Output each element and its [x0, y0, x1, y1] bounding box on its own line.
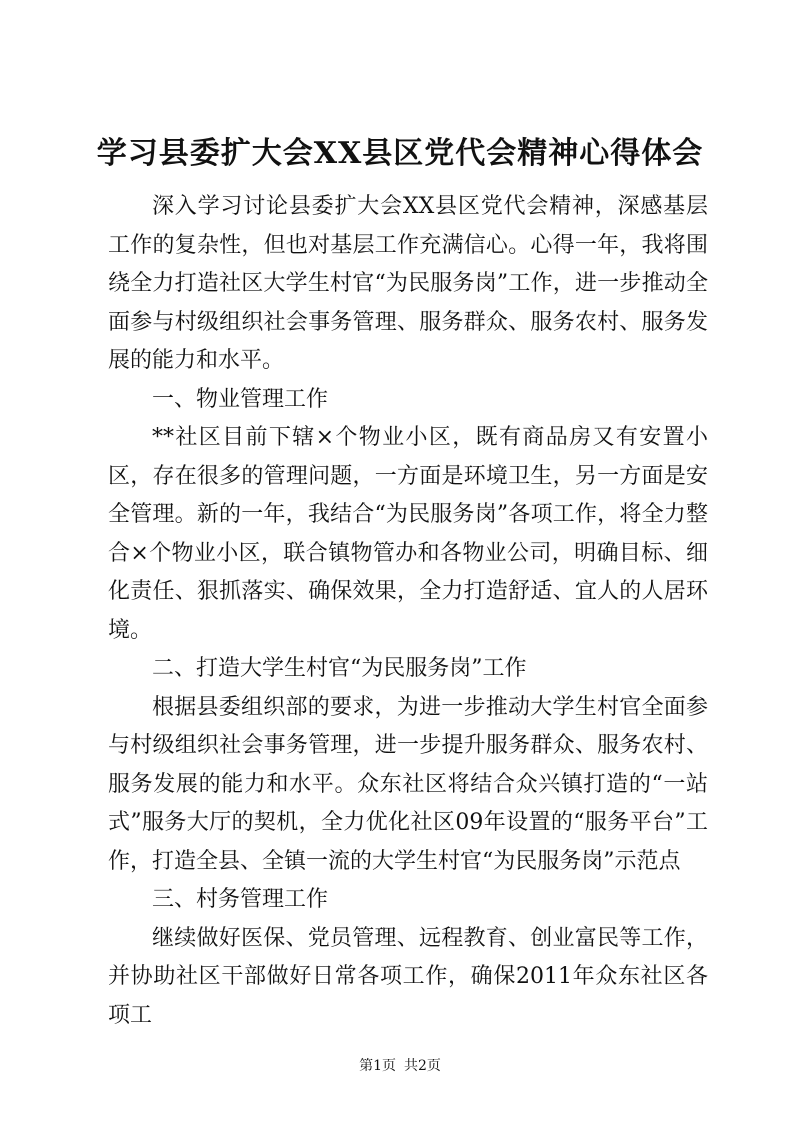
- paragraph-section-3: 继续做好医保、党员管理、远程教育、创业富民等工作，并协助社区干部做好日常各项工作，确保2011年众东社区各项工: [108, 925, 708, 1028]
- page-number: 第1页: [359, 1058, 396, 1074]
- page-title: 学习县委扩大会XX县区党代会精神心得体会: [96, 136, 704, 171]
- paragraph-section-2: 根据县委组织部的要求，为进一步推动大学生村官全面参与村级组织社会事务管理，进一步提升服务群众、服务农村、服务发展的能力和水平。众东社区将结合众兴镇打造的“一站式”服务大厅的契机，全力优化社区09年设置的“服务平台”工作，打造全县、全镇一流的大学生村官“为民服务岗”示范点: [108, 694, 708, 874]
- page-total: 共2页: [404, 1058, 441, 1074]
- section-heading-1: 一、物业管理工作: [152, 386, 329, 412]
- section-heading-2: 二、打造大学生村官“为民服务岗”工作: [152, 656, 527, 681]
- paragraph-section-1: **社区目前下辖×个物业小区，既有商品房又有安置小区，存在很多的管理问题，一方面是环境卫生，另一方面是安全管理。新的一年，我结合“为民服务岗”各项工作，将全力整合×个物业小区，联合镇物管办和各物业公司，明确目标、细化责任、狠抓落实、确保效果，全力打造舒适、宜人的人居环境。: [108, 425, 708, 643]
- section-heading-3: 三、村务管理工作: [152, 887, 329, 912]
- paragraph-intro: 深入学习讨论县委扩大会XX县区党代会精神，深感基层工作的复杂性，但也对基层工作充满信心。心得一年，我将围绕全力打造社区大学生村官“为民服务岗”工作，进一步推动全面参与村级组织社会事务管理、服务群众、服务农村、服务发展的能力和水平。: [108, 194, 708, 373]
- document-body: [108, 188, 708, 1035]
- page-footer: [0, 1056, 800, 1076]
